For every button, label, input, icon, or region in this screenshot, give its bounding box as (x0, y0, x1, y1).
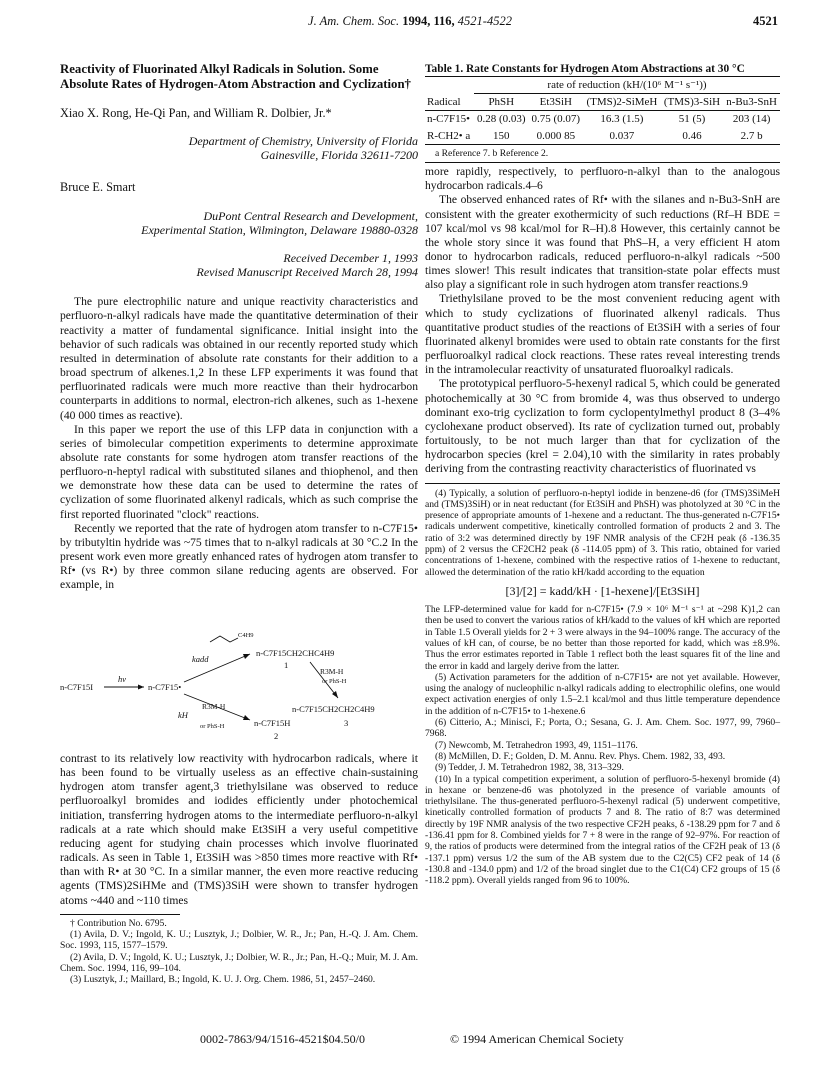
table-cell: 0.28 (0.03) (476, 113, 526, 126)
table-caption: Table 1. Rate Constants for Hydrogen Atom Abstractions at 30 °C (425, 63, 745, 75)
scheme-product-2: n-C7F15H (254, 718, 291, 728)
scheme-compound-2: 2 (274, 731, 279, 741)
scheme-reagent-upper-alt: or PhS-H (322, 678, 347, 685)
received-date: Received December 1, 1993 (283, 250, 418, 265)
affiliation-dupont-line1: DuPont Central Research and Development, (203, 208, 418, 223)
left-column-continued (60, 752, 418, 986)
scheme-hv-label: hν (118, 674, 127, 684)
scheme-reagent-upper: R3M-H (320, 667, 344, 676)
table-row (425, 111, 780, 128)
running-header (0, 14, 820, 29)
scheme-compound-3: 3 (344, 718, 349, 728)
journal-name: J. Am. Chem. Soc. (308, 14, 400, 28)
footnote-rule (60, 914, 180, 915)
footnote: (6) Citterio, A.; Minisci, F.; Porta, O.; Sesana, G. J. Am. Chem. Soc. 1977, 99, 7960–7968. (425, 717, 780, 740)
alkene-structure (210, 636, 238, 642)
left-column (60, 62, 418, 593)
article-title: Reactivity of Fluorinated Alkyl Radicals in Solution. Some Absolute Rates of Hydrogen-Atom Abstraction and Cyclization† (60, 62, 411, 91)
affiliation-florida-line1: Department of Chemistry, University of Florida (188, 134, 418, 149)
footnote-rule (425, 483, 780, 484)
footnote: † Contribution No. 6795. (70, 917, 167, 929)
affiliation-dupont-line2: Experimental Station, Wilmington, Delaware 19880-0328 (141, 222, 418, 237)
footnote: (8) McMillen, D. F.; Golden, D. M. Annu. Rev. Phys. Chem. 1982, 33, 493. (435, 750, 726, 762)
table-row (425, 128, 780, 145)
table-cell: 203 (14) (732, 113, 771, 126)
table-cell: 51 (5) (678, 113, 706, 126)
table-cell: 0.75 (0.07) (531, 113, 581, 126)
authors-dupont: Bruce E. Smart (60, 180, 136, 195)
table-cell: n-C7F15• (427, 113, 470, 126)
footnote: (5) Activation parameters for the addition of n-C7F15• are not yet available. However, using the analogy of nucleophilic n-alkyl radicals adding to electrophilic olefins, one would expect activation energies of only 1.5–2.1 kcal/mol and thus little temperature dependence in the addition of n-C7F15• to 1-hexene.6 (425, 671, 780, 717)
body-paragraph: more rapidly, respectively, to perfluoro-n-alkyl than to the analogous hydrocarbon radicals.4–6 (425, 165, 780, 193)
affiliation-florida-line2: Gainesville, Florida 32611-7200 (260, 148, 418, 163)
page-number: 4521 (753, 14, 778, 28)
rate-constants-table (425, 76, 780, 145)
table-header-cell: PhSH (488, 96, 515, 109)
scheme-start-iodide: n-C7F15I (60, 682, 94, 692)
body-paragraph: The pure electrophilic nature and unique reactivity characteristics and perfluoro-n-alkyl radicals have made the quantitative determination of their reactivity a matter of fundamental significance. Initial insight into the behavior of such radicals was obtained in our recently reported study which resulted in determination of absolute rate constants for their addition to a broad spectrum of alkenes.1,2 In these LFP experiments it was found that perfluorinated radicals were much more reactive than their hydrocarbon counterparts in additions to normal, electron-rich alkenes, such as 1-hexene (40 000 times as reactive). (60, 295, 418, 422)
body-paragraph: Recently we reported that the rate of hydrogen atom transfer to n-C7F15• by tributyltin hydride was ~75 times that to n-alkyl radicals at 30 °C.2 In the present work even more greatly enhanced rates of hydrogen atom transfer to Rf• (vs R•) by three common silane reducing agents are observed. For example, in (60, 521, 418, 592)
footnote: (4) Typically, a solution of perfluoro-n-heptyl iodide in benzene-d6 (for (TMS)3SiMeH and (TMS)3SiH) or in neat reductant (for Et3SiH and PhSH) was photolyzed at 30 °C in the presence of appropriate amounts of 1-hexene and a reductant. The thus-generated n-C7F15• radicals underwent competitive, kinetically controlled formation of products 2 and 3. The ratio of 3:2 was determined directly by 19F NMR analysis of the CF2H peak (δ -136.35 ppm) of 2 versus the CF2CH2 peak (δ -114.05 ppm) of 3. This ratio, obtained for varied concentrations of 1-hexene, combined with the respective ratios of 1-hexene to reductant, allowed the determination of the ratio kH/kadd according to the equation (425, 487, 780, 578)
table-bottom-rule (425, 162, 780, 163)
footer-code: 0002-7863/94/1516-4521$04.50/0 (200, 1032, 365, 1046)
scheme-reagent-lower-alt: or PhS-H (200, 723, 225, 730)
journal-year-volume: 1994, 116, (402, 14, 455, 28)
footnote: (7) Newcomb, M. Tetrahedron 1993, 49, 1151–1176. (435, 739, 638, 751)
footer-copyright: © 1994 American Chemical Society (450, 1032, 624, 1046)
footnote: (9) Tedder, J. M. Tetrahedron 1982, 38, 313–329. (435, 762, 624, 774)
scheme-arrowhead (138, 685, 144, 690)
authors-florida: Xiao X. Rong, He-Qi Pan, and William R. Dolbier, Jr.* (60, 106, 332, 120)
table-header-cell: (TMS)2-SiMeH (586, 96, 658, 109)
scheme-product-3: n-C7F15CH2CH2C4H9 (292, 704, 375, 714)
table-cell: R-CH2• a (427, 129, 471, 142)
reaction-scheme (60, 628, 420, 744)
table-cell: 150 (493, 129, 510, 142)
table-footnote: a Reference 7. b Reference 2. (435, 147, 549, 159)
table-cell: 16.3 (1.5) (600, 113, 644, 126)
scheme-reagent-lower: R3M-H (202, 702, 226, 711)
table-cell: 0.46 (682, 129, 702, 142)
scheme-compound-1: 1 (284, 660, 289, 670)
scheme-radical: n-C7F15• (148, 682, 182, 692)
footnote: (1) Avila, D. V.; Ingold, K. U.; Lusztyk, J.; Dolbier, W. R., Jr.; Pan, H.-Q. J. Am. Chem. Soc. 1993, 115, 1577–1579. (60, 929, 418, 952)
table-header-cell: (TMS)3-SiH (663, 96, 721, 109)
footnote: The LFP-determined value for kadd for n-C7F15• (7.9 × 10⁶ M⁻¹ s⁻¹ at ~298 K)1,2 can then be used to convert the various ratios of kH/kadd to the values of kH which are reported in Table 1.5 Overall yields for 2 + 3 were always in the 94–100% range. The accuracy of the values of kH can, of course, be no better than those reported for kadd, which was ±8.9%. Thus the error estimates reported in Table 1 reflect both the least squares fit of the line and the error in kadd and largely derive from the latter. (425, 604, 780, 672)
table-cell: 0.000 85 (536, 129, 576, 142)
table-span-header: rate of reduction (kH/(10⁶ M⁻¹ s⁻¹)) (474, 77, 780, 94)
footnote: (3) Lusztyk, J.; Maillard, B.; Ingold, K. U. J. Org. Chem. 1986, 51, 2457–2460. (70, 974, 376, 986)
kinetic-equation: [3]/[2] = kadd/kH · [1-hexene]/[Et3SiH] (505, 583, 700, 598)
table-cell: 2.7 b (740, 129, 763, 142)
page-range: 4521-4522 (457, 14, 512, 28)
body-paragraph: In this paper we report the use of this LFP data in conjunction with a series of bimolecular competition experiments to determine approximate absolute rate constants for some hydrogen atom transfer reactions of the perfluoro-n-heptyl radical with substituted silanes and thiophenol, and then we demonstrate how these data can be used to determine the rates of cyclization of some fluorinated alkenyl radicals, which as such comprise the first reported fluorinated "clock" reactions. (60, 422, 418, 521)
footnote: (10) In a typical competition experiment, a solution of perfluoro-5-hexenyl bromide (4) in hexane or benzene-d6 was photolyzed in the presence of variable amounts of triethylsilane. The thus-generated perfluoro-5-hexenyl radical (5) underwent competitive, kinetically controlled formation of products 7 and 8. The ratio of 8:7 was determined directly by 19F NMR analysis of the two respective CF2H peaks, δ -138.29 ppm for 7 and δ -136.41 ppm for 8. Combined yields for 7 + 8 were in the range of 92–97%. For reaction of 9, the ratios of products were determined from the integral ratios of the CF2H peak of 13 (δ -137.1 ppm) versus 1/2 the sum of the AB system due to the C2(C5) CF2 peak of 14 (δ -130.8 and -134.0 ppm) and 1/2 of the broad singlet due to the C1(C4) CF2 groups of 15 (δ -118.2 ppm). Overall yields ranged from 96 to 100%. (425, 773, 780, 887)
table-header-cell: Radical (427, 96, 461, 109)
body-paragraph: The observed enhanced rates of Rf• with the silanes and n-Bu3-SnH are consistent with the greater exothermicity of such reductions (Rf–H BDE = 107 kcal/mol vs 98 kcal/mol for R–H).8 However, this certainly cannot be the whole story since it was found that PhS–H, a very efficient H atom donor to hydrocarbon radicals, reduced perfluoro-n-alkyl radicals ~500 times slower! This result indicates that transition-state polar effects must also play a significant role in such hydrogen atom transfer reactions.9 (425, 193, 780, 292)
table-cell: 0.037 (609, 129, 635, 142)
right-column (425, 62, 780, 886)
footnote: (2) Avila, D. V.; Ingold, K. U.; Lusztyk, J.; Dolbier, W. R., Jr.; Pan, H.-Q.; Muir, M. J. Am. Chem. Soc. 1994, 116, 99–104. (60, 951, 418, 974)
scheme-kh-label: kH (178, 710, 188, 720)
table-header-cell: Et3SiH (539, 96, 573, 109)
body-paragraph: contrast to its relatively low reactivity with hydrocarbon radicals, where it has been found to be virtually useless as an effective chain-sustaining hydrogen atom transfer agent,3 triethylsilane was observed to reduce perfluoroalkyl bromides and iodides efficiently under photochemical initiation, transferring hydrogen atoms to the intermediate perfluoro-n-alkyl radicals at a rate which should make Et3SiH a very useful competitive reducing agent for studying chain processes which involve fluorinated radicals. As seen in Table 1, Et3SiH was >850 times more reactive with Rf• than with R• at 30 °C. In a similar manner, the even more reactive reducing agents (TMS)2SiHMe and (TMS)3SiH were shown to transfer hydrogen atoms ~440 and ~110 times (60, 752, 418, 907)
body-paragraph: Triethylsilane proved to be the most convenient reducing agent with which to study cyclizations of fluorinated alkenyl radicals. Thus quantitative product studies of the reactions of Et3SiH with a series of four fluorinated alkenyl bromides were used to obtain rate constants for the first perfluoroalkyl radical clock reactions. These rates reveal interesting trends in the intramolecular reactivity of unsaturated fluoroalkyl radicals. (425, 292, 780, 377)
scheme-arrowhead (243, 654, 250, 659)
revised-date: Revised Manuscript Received March 28, 1994 (196, 265, 418, 280)
body-paragraph: The prototypical perfluoro-5-hexenyl radical 5, which could be generated photochemically at 30 °C from bromide 4, was thus observed to undergo dominant exo-trig cyclization to form cyclopentylmethyl product 8 (3–4% cyclohexane product observed). Its rate of cyclization turned out, probably fortuitously, to be not much larger than that for cyclization of the hydrocarbon species (krel = 2.04),10 with the similarity in rates probably deriving from the contrasting reactivity characteristics of fluorinated vs (425, 377, 780, 476)
scheme-adduct-radical: n-C7F15CH2CHC4H9 (256, 648, 335, 658)
scheme-kadd-label: kadd (192, 654, 209, 664)
scheme-arrowhead (243, 715, 250, 720)
table-header-cell: n-Bu3-SnH (726, 96, 777, 109)
alkene-substituent: C4H9 (238, 632, 254, 639)
